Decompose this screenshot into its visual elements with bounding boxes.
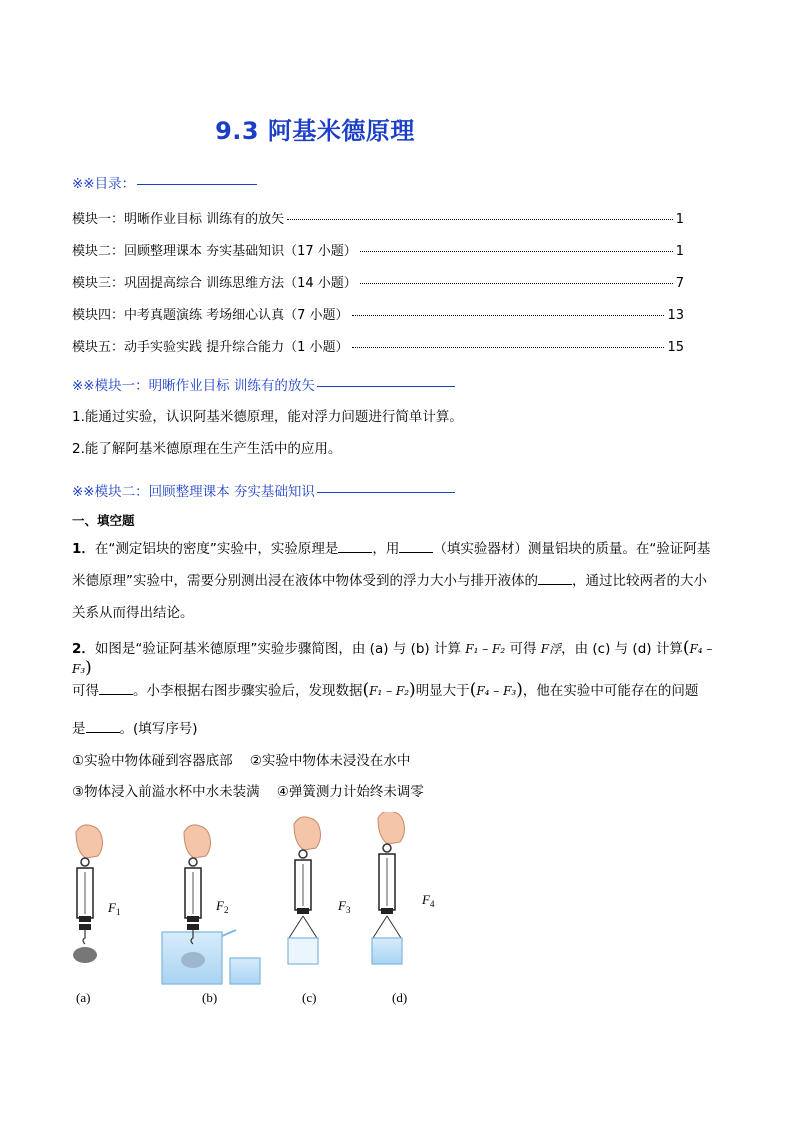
q1-line1 bbox=[72, 537, 722, 557]
toc-item[interactable] bbox=[72, 208, 684, 227]
option-1[interactable]: ①实验中物体碰到容器底部 bbox=[72, 753, 233, 769]
q2-text: ，他在实验中可能存在的问题 bbox=[522, 683, 699, 699]
q1-text: ，用 bbox=[372, 541, 400, 557]
step-b-apparatus bbox=[162, 825, 260, 984]
q2-number: 2． bbox=[72, 641, 95, 657]
toc-item-label: 模块二：回顾整理课本 夯实基础知识（17 小题） bbox=[72, 244, 357, 259]
formula-f1-minus-f2: F₁ – F₂ bbox=[369, 684, 410, 698]
force-label-f2: $F_2$ bbox=[216, 898, 229, 915]
q1-text: 米德原理”实验中，需要分别测出浸在液体中物体受到的浮力大小与排开液体的 bbox=[72, 573, 538, 589]
experiment-figure bbox=[58, 812, 458, 1012]
module2-heading-text: ※※模块二：回顾整理课本 夯实基础知识 bbox=[72, 484, 315, 500]
force-label-f1: $F_1$ bbox=[108, 900, 121, 917]
q2-line3 bbox=[72, 717, 722, 737]
toc-leader-dots bbox=[352, 347, 665, 348]
toc-heading-text: ※※目录： bbox=[72, 176, 136, 192]
force-label-f3: $F_3$ bbox=[338, 898, 351, 915]
module2-heading bbox=[72, 480, 455, 500]
goal-2: 2.能了解阿基米德原理在生产生活中的应用。 bbox=[72, 441, 342, 457]
step-a-apparatus bbox=[73, 825, 103, 963]
toc-item[interactable] bbox=[72, 240, 684, 259]
toc-item-label: 模块一：明晰作业目标 训练有的放矢 bbox=[72, 212, 285, 227]
q2-options-row1 bbox=[72, 749, 722, 769]
q2-text: ，由 (c) 与 (d) 计算 bbox=[561, 641, 683, 657]
toc-leader-dots bbox=[287, 219, 673, 220]
toc-leader-dots bbox=[360, 283, 673, 284]
q2-options-row2 bbox=[72, 780, 722, 800]
toc-heading bbox=[72, 172, 257, 192]
toc-item-page: 1 bbox=[675, 212, 684, 227]
section-heading: 一、填空题 bbox=[72, 513, 135, 528]
q1-text: 在“测定铝块的密度”实验中，实验原理是 bbox=[94, 541, 339, 557]
q1-number: 1． bbox=[72, 541, 95, 557]
formula-f4-minus-f3: F₄ – F₃ bbox=[476, 684, 517, 698]
step-c-apparatus bbox=[288, 817, 321, 964]
option-4[interactable]: ④弹簧测力计始终未调零 bbox=[276, 784, 424, 800]
q2-text: 如图是“验证阿基米德原理”实验步骤简图，由 (a) 与 (b) 计算 bbox=[94, 641, 461, 657]
answer-blank[interactable] bbox=[399, 538, 433, 553]
caption-b: (b) bbox=[202, 990, 218, 1005]
answer-blank[interactable] bbox=[86, 718, 120, 733]
q2-text: 。(填写序号) bbox=[119, 721, 198, 737]
goal-1: 1.能通过实验，认识阿基米德原理，能对浮力问题进行简单计算。 bbox=[72, 409, 463, 425]
q2-text: 。小李根据右图步骤实验后，发现数据 bbox=[133, 683, 363, 699]
answer-blank[interactable] bbox=[99, 680, 133, 695]
formula-f-buoyancy: F浮 bbox=[540, 642, 562, 656]
q1-line2 bbox=[72, 569, 722, 589]
toc-item-label: 模块三：巩固提高综合 训练思维方法（14 小题） bbox=[72, 276, 357, 291]
caption-c: (c) bbox=[302, 990, 317, 1005]
toc-item-page: 15 bbox=[667, 340, 684, 355]
toc-item-page: 13 bbox=[667, 308, 684, 323]
q2-text: 明显大于 bbox=[415, 683, 470, 699]
q2-text: 是 bbox=[72, 721, 86, 737]
q1-text: （填实验器材）测量铝块的质量。在“验证阿基 bbox=[433, 541, 711, 557]
option-3[interactable]: ③物体浸入前溢水杯中水未装满 bbox=[72, 784, 260, 800]
option-2[interactable]: ②实验中物体未浸没在水中 bbox=[249, 753, 411, 769]
module1-heading-rule bbox=[317, 386, 455, 387]
module2-heading-rule bbox=[317, 492, 455, 493]
module1-heading-text: ※※模块一：明晰作业目标 训练有的放矢 bbox=[72, 378, 315, 394]
toc-item-label: 模块五：动手实验实践 提升综合能力（1 小题） bbox=[72, 340, 349, 355]
toc-item[interactable] bbox=[72, 272, 684, 291]
formula-f1-minus-f2: F₁ – F₂ bbox=[465, 642, 506, 656]
answer-blank[interactable] bbox=[538, 570, 572, 585]
step-d-apparatus bbox=[372, 812, 405, 964]
module1-heading bbox=[72, 374, 455, 394]
q1-line3: 关系从而得出结论。 bbox=[72, 605, 194, 621]
toc-item[interactable] bbox=[72, 336, 684, 355]
q2-line1: 2．如图是“验证阿基米德原理”实验步骤简图，由 (a) 与 (b) 计算 F₁ – F₂ 可得 F浮，由 (c) 与 (d) 计算(F₄ – F₃) bbox=[72, 638, 713, 678]
caption-d: (d) bbox=[392, 990, 408, 1005]
toc-leader-dots bbox=[360, 251, 673, 252]
page-title: 9.3 阿基米德原理 bbox=[215, 117, 415, 145]
toc-leader-dots bbox=[352, 315, 665, 316]
toc-item-label: 模块四：中考真题演练 考场细心认真（7 小题） bbox=[72, 308, 349, 323]
formula-f4-minus-f3: F₄ – F₃ bbox=[72, 642, 713, 676]
force-label-f4: $F_4$ bbox=[422, 892, 435, 909]
q2-text: 可得 bbox=[72, 683, 99, 699]
caption-a: (a) bbox=[76, 990, 91, 1005]
answer-blank[interactable] bbox=[338, 538, 372, 553]
q1-text: ，通过比较两者的大小 bbox=[572, 573, 707, 589]
toc-item-page: 7 bbox=[675, 276, 684, 291]
toc-item-page: 1 bbox=[675, 244, 684, 259]
q2-text: 可得 bbox=[509, 641, 537, 657]
q2-line2: 可得 。小李根据右图步骤实验后，发现数据(F₁ – F₂)明显大于(F₄ – F₃)，他在实验中可能存在的问题 bbox=[72, 680, 699, 700]
toc-heading-rule bbox=[137, 184, 257, 185]
toc-item[interactable] bbox=[72, 304, 684, 323]
